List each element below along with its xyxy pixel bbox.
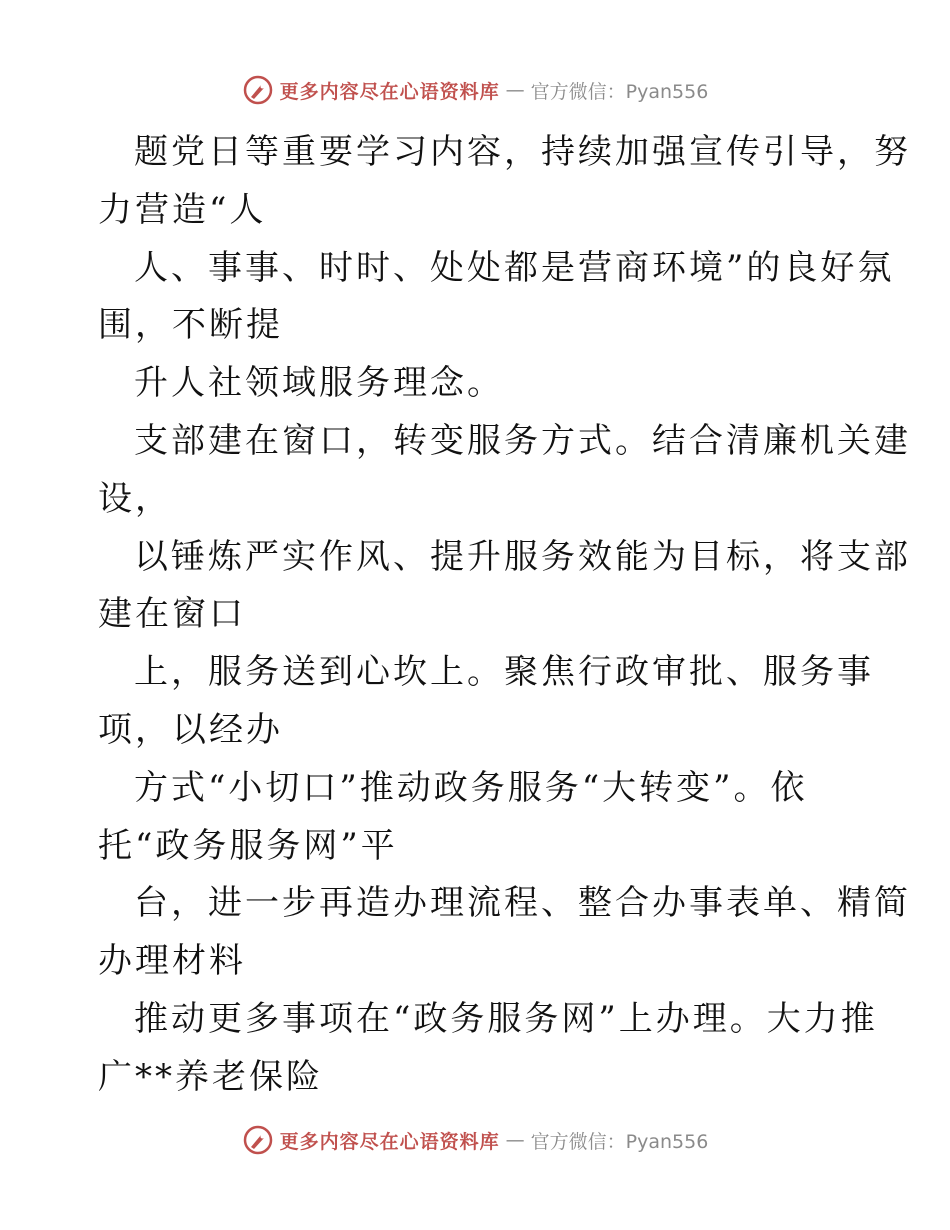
- watermark-separator: —: [505, 1129, 525, 1151]
- footer-watermark: [0, 1120, 950, 1160]
- text-line: 托“政务服务网”平: [98, 825, 398, 866]
- text-line: 建在窗口: [98, 594, 246, 635]
- text-line: 题党日等重要学习内容，持续加强宣传引导，努: [134, 132, 911, 172]
- watermark-brand: 更多内容尽在心语资料库: [279, 1130, 500, 1153]
- text-line: 台，进一步再造办理流程、整合办事表单、精简: [134, 883, 911, 924]
- text-line: 上，服务送到心坎上。聚焦行政审批、服务事: [134, 652, 874, 693]
- document-body: [98, 124, 911, 1107]
- text-line: 围，不断提: [98, 305, 283, 346]
- pen-nib-icon: [242, 74, 274, 106]
- text-line: 升人社领域服务理念。: [134, 363, 504, 404]
- watermark-separator: —: [505, 79, 525, 101]
- text-line: 支部建在窗口，转变服务方式。结合清廉机关建: [134, 420, 911, 461]
- text-line: 设，: [98, 478, 172, 519]
- watermark-brand: 更多内容尽在心语资料库: [279, 80, 500, 103]
- text-line: 办理材料: [98, 941, 246, 982]
- text-line: 方式“小切口”推动政务服务“大转变”。依: [134, 767, 808, 808]
- text-line: 项，以经办: [98, 709, 283, 750]
- text-line: 力营造“人: [98, 189, 267, 230]
- watermark-wechat: 官方微信：Pyan556: [530, 1130, 709, 1153]
- text-line: 推动更多事项在“政务服务网”上办理。大力推: [134, 998, 878, 1039]
- text-line: 广**养老保险: [98, 1056, 323, 1097]
- watermark-wechat: 官方微信：Pyan556: [530, 80, 709, 103]
- text-line: 以锤炼严实作风、提升服务效能为目标，将支部: [134, 536, 911, 577]
- header-watermark: [0, 70, 950, 110]
- pen-nib-icon: [242, 1124, 274, 1156]
- text-line: 人、事事、时时、处处都是营商环境”的良好氛: [134, 247, 895, 288]
